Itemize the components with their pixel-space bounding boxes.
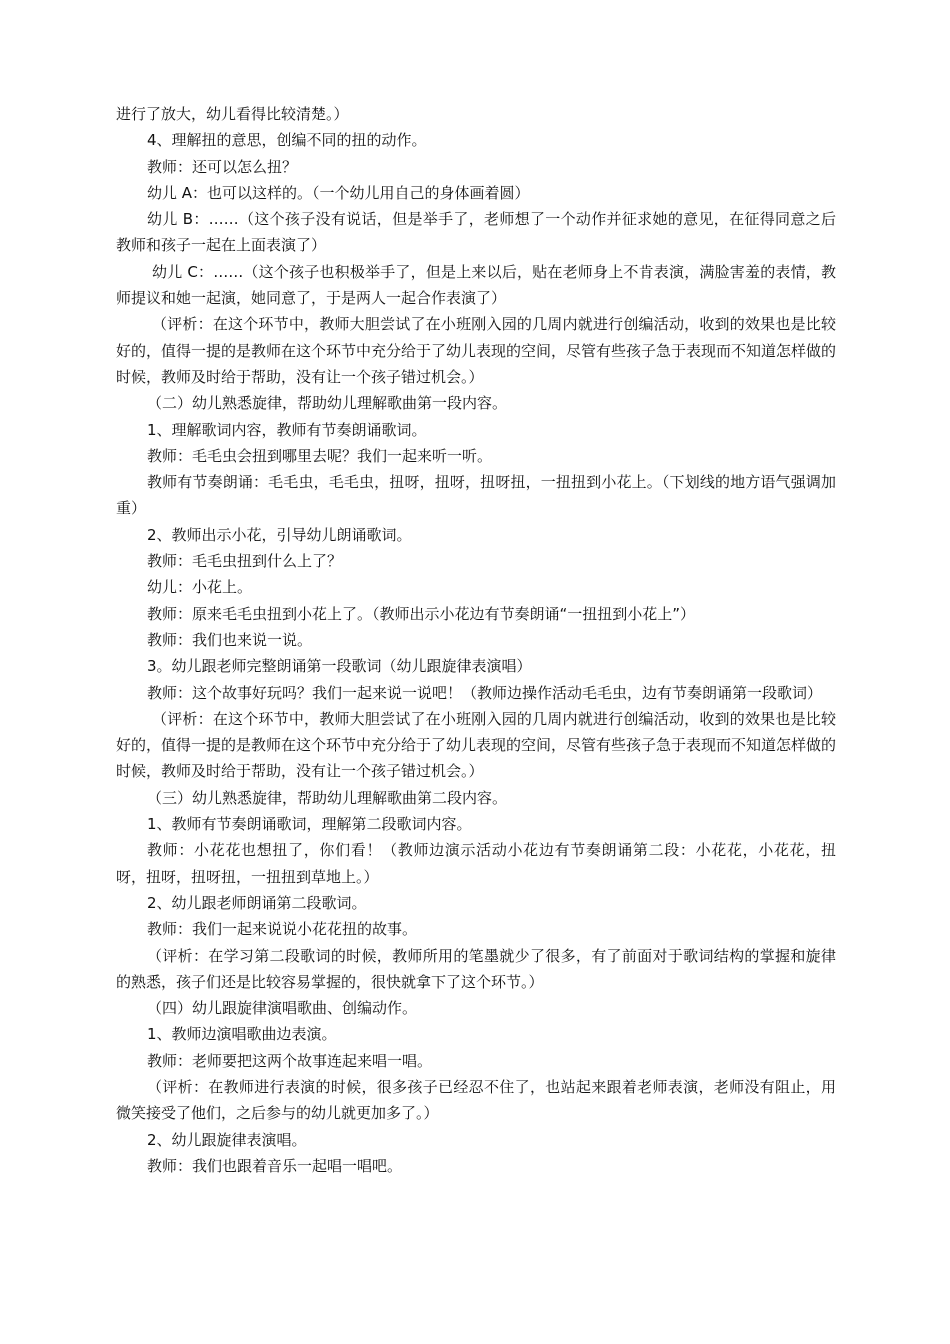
paragraph: 进行了放大，幼儿看得比较清楚。）: [116, 105, 349, 123]
dialogue-line: 幼儿 C：……（这个孩子也积极举手了，但是上来以后，贴在老师身上不肯表演，满脸害羞的表情，教师提议和她一起演，她同意了，于是两人一起合作表演了）: [116, 262, 836, 308]
dialogue-line: 幼儿 A：也可以这样的。（一个幼儿用自己的身体画着圆）: [147, 183, 530, 202]
section-step-heading: 2、幼儿跟老师朗诵第二段歌词。: [147, 893, 367, 912]
section-step-heading: 4、理解扭的意思，创编不同的扭的动作。: [147, 131, 427, 150]
section-step-heading: 2、幼儿跟旋律表演唱。: [147, 1130, 307, 1149]
dialogue-line: 幼儿 B：……（这个孩子没有说话，但是举手了，老师想了一个动作并征求她的意见，在征得同意之后教师和孩子一起在上面表演了）: [116, 210, 836, 255]
section-step-heading: 1、理解歌词内容，教师有节奏朗诵歌词。: [147, 420, 427, 439]
dialogue-line: 教师：我们也来说一说。: [147, 630, 313, 649]
dialogue-line: 教师：毛毛虫扭到什么上了？: [147, 552, 343, 571]
section-step-heading: 1、教师边演唱歌曲边表演。: [147, 1025, 337, 1044]
dialogue-line: 教师：还可以怎么扭？: [147, 157, 298, 176]
dialogue-line: 教师：原来毛毛虫扭到小花上了。（教师出示小花边有节奏朗诵“一扭扭到小花上”）: [147, 604, 696, 623]
dialogue-line: 教师：老师要把这两个故事连起来唱一唱。: [147, 1051, 433, 1070]
dialogue-line: 教师：我们一起来说说小花花扭的故事。: [147, 920, 418, 939]
dialogue-line: 幼儿：小花上。: [147, 578, 253, 597]
dialogue-line: 教师：这个故事好玩吗？我们一起来说一说吧！（教师边操作活动毛毛虫，边有节奏朗诵第一段歌词）: [147, 683, 823, 702]
section-step-heading: 2、教师出示小花，引导幼儿朗诵歌词。: [147, 525, 412, 544]
section-step-heading: 1、教师有节奏朗诵歌词，理解第二段歌词内容。: [147, 815, 472, 834]
section-step-heading: 3。幼儿跟老师完整朗诵第一段歌词（幼儿跟旋律表演唱）: [147, 657, 532, 676]
document-body: [116, 101, 836, 1179]
dialogue-line: 教师：我们也跟着音乐一起唱一唱吧。: [147, 1156, 403, 1175]
commentary-paragraph: （评析：在学习第二段歌词的时候，教师所用的笔墨就少了很多，有了前面对于歌词结构的掌握和旋律的熟悉，孩子们还是比较容易掌握的，很快就拿下了这个环节。）: [116, 946, 836, 991]
commentary-paragraph: （评析：在这个环节中，教师大胆尝试了在小班刚入园的几周内就进行创编活动，收到的效果也是比较好的，值得一提的是教师在这个环节中充分给于了幼儿表现的空间，尽管有些孩子急于表现而不知道怎样做的时候，教师及时给于帮助，没有让一个孩子错过机会。）: [116, 709, 837, 781]
dialogue-line: 教师有节奏朗诵：毛毛虫，毛毛虫，扭呀，扭呀，扭呀扭，一扭扭到小花上。（下划线的地方语气强调加重）: [116, 473, 836, 518]
section-heading: （二）幼儿熟悉旋律，帮助幼儿理解歌曲第一段内容。: [147, 394, 508, 413]
section-heading: （四）幼儿跟旋律演唱歌曲、创编动作。: [147, 999, 418, 1018]
dialogue-line: 教师：小花花也想扭了，你们看！（教师边演示活动小花边有节奏朗诵第二段：小花花，小花花，扭呀，扭呀，扭呀扭，一扭扭到草地上。）: [116, 841, 836, 886]
commentary-paragraph: （评析：在这个环节中，教师大胆尝试了在小班刚入园的几周内就进行创编活动，收到的效果也是比较好的，值得一提的是教师在这个环节中充分给于了幼儿表现的空间，尽管有些孩子急于表现而不知道怎样做的时候，教师及时给于帮助，没有让一个孩子错过机会。）: [116, 315, 837, 386]
commentary-paragraph: （评析：在教师进行表演的时候，很多孩子已经忍不住了，也站起来跟着老师表演，老师没有阻止，用微笑接受了他们，之后参与的幼儿就更加多了。）: [116, 1077, 836, 1123]
dialogue-line: 教师：毛毛虫会扭到哪里去呢？我们一起来听一听。: [147, 446, 493, 465]
section-heading: （三）幼儿熟悉旋律，帮助幼儿理解歌曲第二段内容。: [147, 788, 508, 807]
